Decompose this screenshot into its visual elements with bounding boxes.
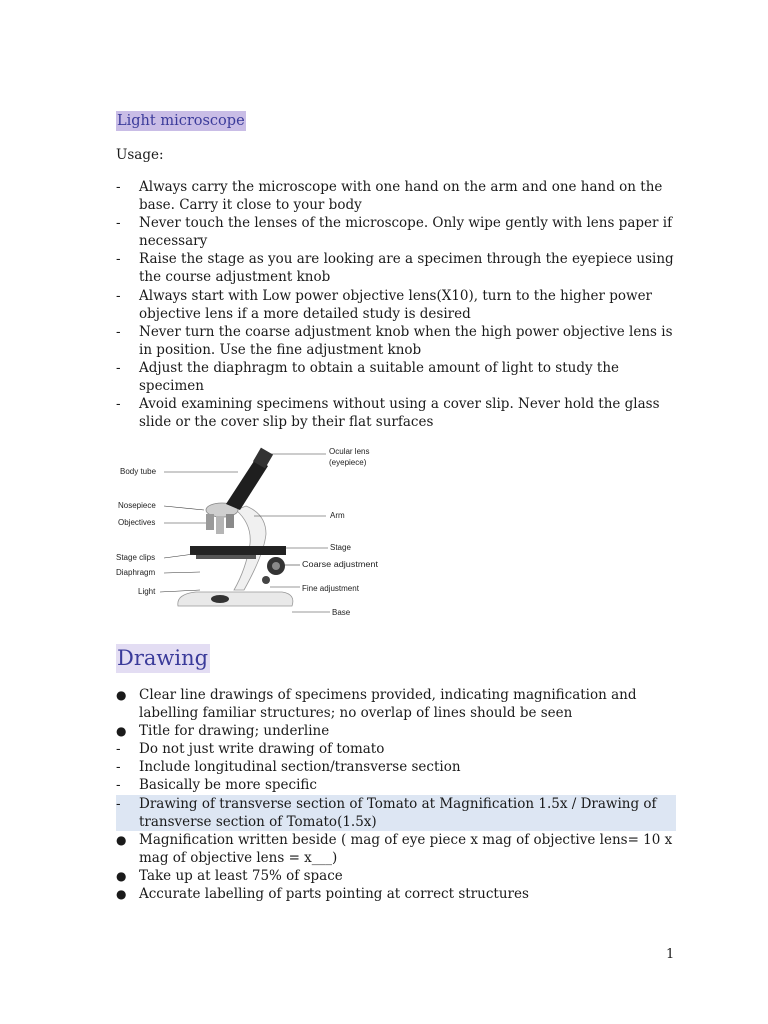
list-item-highlighted: - Drawing of transverse section of Tomato at Magnification 1.5x / Drawing of transverse section of Tomato(1.5x) <box>116 795 676 831</box>
list-item: ● Take up at least 75% of space <box>116 867 343 884</box>
list-item: - Raise the stage as you are looking are a specimen through the eyepiece using the course adjustment knob <box>116 251 674 286</box>
list-item-text: Never turn the coarse adjustment knob when the high power objective lens is in position. Use the fine adjustment knob <box>139 323 673 358</box>
list-item: - Basically be more specific <box>116 777 317 794</box>
label-coarse-adjustment: Coarse adjustment <box>302 560 379 569</box>
label-light: Light <box>138 587 156 596</box>
list-item-text: Title for drawing; underline <box>139 723 330 740</box>
list-item-text: Include longitudinal section/transverse section <box>139 759 461 776</box>
list-item-text: Basically be more specific <box>139 777 317 794</box>
list-item: ● Clear line drawings of specimens provided, indicating magnification and labelling familiar structures; no overlap of lines should be seen <box>116 687 637 722</box>
label-diaphragm: Diaphragm <box>116 568 156 577</box>
label-ocular-lens: Ocular lens <box>329 447 370 456</box>
label-eyepiece: (eyepiece) <box>329 458 367 467</box>
label-objectives: Objectives <box>118 518 156 527</box>
list-item: - Do not just write drawing of tomato <box>116 741 385 758</box>
list-item-text: Adjust the diaphragm to obtain a suitable amount of light to study the specimen <box>139 359 620 395</box>
list-item-text: Avoid examining specimens without using a cover slip. Never hold the glass slide or the cover slip by their flat surfaces <box>139 396 660 431</box>
list-item-text: Always carry the microscope with one hand on the arm and one hand on the base. Carry it close to your body <box>139 179 663 214</box>
list-item-text: Take up at least 75% of space <box>139 867 343 884</box>
page-number: 1 <box>666 947 675 962</box>
list-item-text: Drawing of transverse section of Tomato at Magnification 1.5x / Drawing of transverse section of Tomato(1.5x) <box>139 795 657 830</box>
drawing-list <box>116 686 676 903</box>
label-stage-clips: Stage clips <box>116 553 156 562</box>
label-body-tube: Body tube <box>120 467 157 476</box>
list-item: - Never touch the lenses of the microscope. Only wipe gently with lens paper if necessary <box>116 215 673 250</box>
label-base: Base <box>332 608 351 617</box>
list-item-text: Always start with Low power objective lens(X10), turn to the higher power objective lens if a more detailed study is desired <box>139 287 653 322</box>
heading-light-microscope: Light microscope <box>117 113 245 129</box>
heading-drawing: Drawing <box>116 644 210 673</box>
list-item: - Never turn the coarse adjustment knob when the high power objective lens is in position. Use the fine adjustment knob <box>116 323 673 358</box>
list-item: ● Magnification written beside ( mag of eye piece x mag of objective lens= 10 x mag of objective lens = x___) <box>116 831 673 866</box>
label-nosepiece: Nosepiece <box>118 501 156 510</box>
list-item: - Always start with Low power objective lens(X10), turn to the higher power objective lens if a more detailed study is desired <box>116 287 653 322</box>
list-item-text: Do not just write drawing of tomato <box>139 741 385 758</box>
list-item-text: Raise the stage as you are looking are a specimen through the eyepiece using the course adjustment knob <box>139 251 674 286</box>
list-item: ● Accurate labelling of parts pointing at correct structures <box>116 886 529 903</box>
label-fine-adjustment: Fine adjustment <box>302 584 359 593</box>
usage-label: Usage: <box>116 147 164 163</box>
list-item-text: Clear line drawings of specimens provided, indicating magnification and labelling familiar structures; no overlap of lines should be seen <box>139 687 637 722</box>
label-arm: Arm <box>330 511 345 520</box>
microscope-diagram <box>116 444 380 622</box>
list-item: - Adjust the diaphragm to obtain a suitable amount of light to study the specimen <box>116 359 620 395</box>
list-item: - Include longitudinal section/transverse section <box>116 759 461 776</box>
list-item: ● Title for drawing; underline <box>116 723 330 740</box>
list-item-text: Magnification written beside ( mag of eye piece x mag of objective lens= 10 x mag of objective lens = x___) <box>139 831 673 866</box>
list-item-text: Never touch the lenses of the microscope. Only wipe gently with lens paper if necessary <box>139 215 673 250</box>
usage-list <box>116 178 676 431</box>
list-item: - Avoid examining specimens without using a cover slip. Never hold the glass slide or the cover slip by their flat surfaces <box>116 396 660 431</box>
label-stage: Stage <box>330 543 351 552</box>
list-item: - Always carry the microscope with one hand on the arm and one hand on the base. Carry it close to your body <box>116 179 663 214</box>
list-item-text: Accurate labelling of parts pointing at correct structures <box>139 886 529 903</box>
